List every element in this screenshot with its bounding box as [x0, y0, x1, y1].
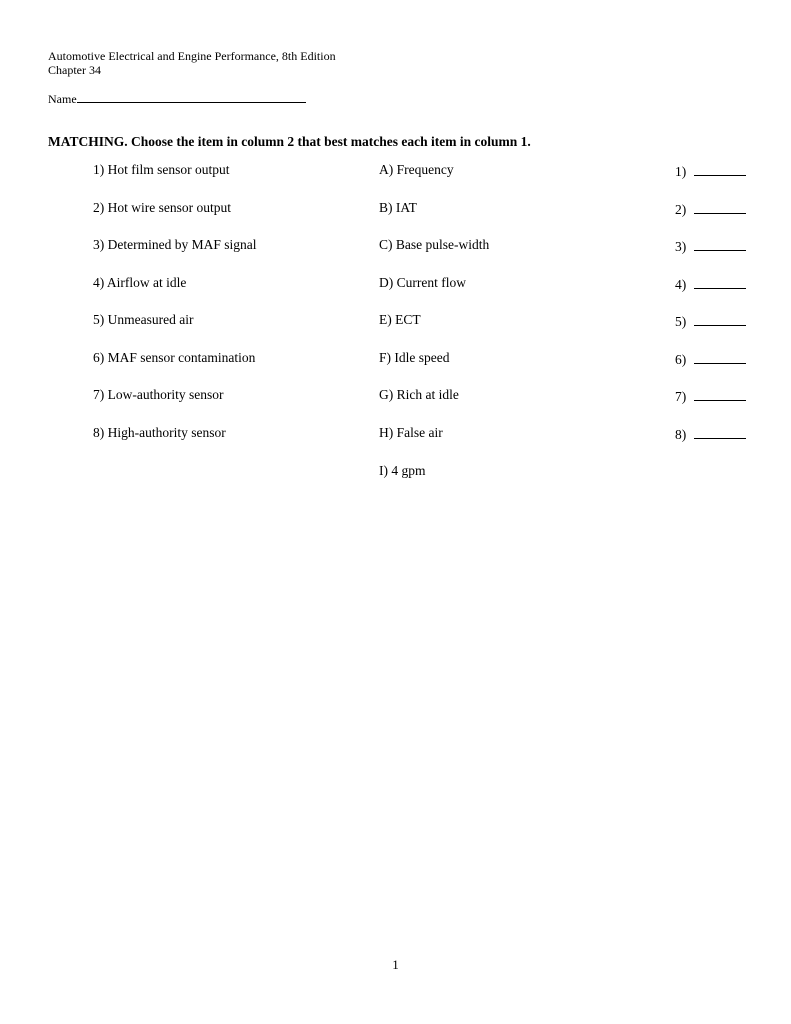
- column1-item: 4) Airflow at idle: [93, 275, 187, 290]
- answer-slot: [675, 162, 746, 180]
- answer-slot: [675, 387, 746, 405]
- book-title: Automotive Electrical and Engine Performance, 8th Edition: [48, 49, 336, 63]
- page-number: 1: [392, 957, 399, 972]
- answer-blank[interactable]: [694, 387, 746, 401]
- answer-blank[interactable]: [694, 162, 746, 176]
- column2-item: H) False air: [379, 425, 443, 440]
- column1-item: 1) Hot film sensor output: [93, 162, 230, 177]
- column1-item: 2) Hot wire sensor output: [93, 200, 231, 215]
- column2-item: A) Frequency: [379, 162, 454, 177]
- column2-item: I) 4 gpm: [379, 463, 426, 478]
- answer-number: 5): [675, 314, 687, 329]
- answer-blank[interactable]: [694, 312, 746, 326]
- answer-number: 2): [675, 202, 687, 217]
- answer-slot: [675, 425, 746, 443]
- column1-item: 8) High-authority sensor: [93, 425, 226, 440]
- column1-item: 5) Unmeasured air: [93, 312, 194, 327]
- name-label: Name: [48, 92, 77, 106]
- answer-slot: [675, 200, 746, 218]
- column2-item: G) Rich at idle: [379, 387, 459, 402]
- column2-item: B) IAT: [379, 200, 417, 215]
- answer-blank[interactable]: [694, 275, 746, 289]
- column1-item: 3) Determined by MAF signal: [93, 237, 257, 252]
- answer-slot: [675, 350, 746, 368]
- column1-item: 7) Low-authority sensor: [93, 387, 224, 402]
- answer-blank[interactable]: [694, 237, 746, 251]
- answer-number: 4): [675, 277, 687, 292]
- name-row: [48, 91, 306, 106]
- answer-blank[interactable]: [694, 350, 746, 364]
- answer-number: 6): [675, 352, 687, 367]
- answer-number: 8): [675, 427, 687, 442]
- document-header: [48, 49, 336, 77]
- answer-slot: [675, 237, 746, 255]
- column1-item: 6) MAF sensor contamination: [93, 350, 256, 365]
- answer-blank[interactable]: [694, 200, 746, 214]
- answer-number: 7): [675, 389, 687, 404]
- column2-item: E) ECT: [379, 312, 421, 327]
- chapter-label: Chapter 34: [48, 63, 101, 77]
- answer-blank[interactable]: [694, 425, 746, 439]
- column2-item: D) Current flow: [379, 275, 466, 290]
- answer-number: 1): [675, 164, 687, 179]
- name-blank-line[interactable]: [77, 91, 306, 103]
- answer-number: 3): [675, 239, 687, 254]
- column2-item: F) Idle speed: [379, 350, 450, 365]
- column2-item: C) Base pulse-width: [379, 237, 490, 252]
- answer-slot: [675, 275, 746, 293]
- matching-instructions: MATCHING. Choose the item in column 2 that best matches each item in column 1.: [48, 134, 531, 149]
- answer-slot: [675, 312, 746, 330]
